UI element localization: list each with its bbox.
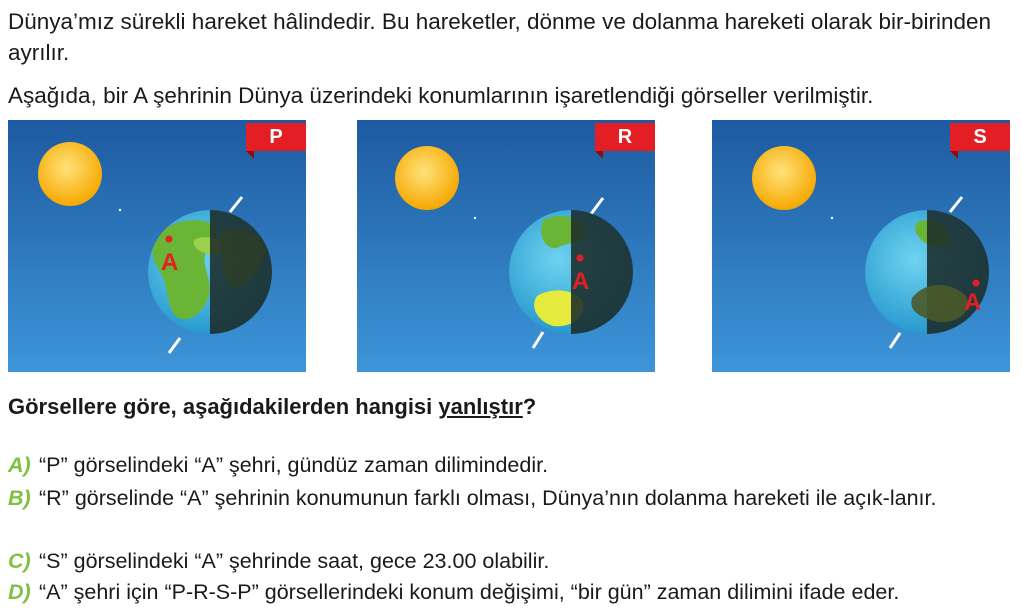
question-before: Görsellere göre, aşağıdakilerden hangisi [8,394,439,419]
earth-illustration-r [357,120,655,372]
option-text: “R” görselinde “A” şehrinin konumunun farklı olması, Dünya’nın dolanma hareketi ile açık-lanır. [39,486,937,510]
option-text: “P” görselindeki “A” şehri, gündüz zaman dilimindedir. [39,453,549,477]
city-label: A [161,249,179,276]
city-marker-icon [166,236,173,243]
option-letter: B) [8,486,31,510]
intro-text-2: Aşağıda, bir A şehrinin Dünya üzerindeki konumlarının işaretlendiği görseller verilmiştir. [8,83,874,108]
city-label: A [964,289,982,316]
option-b[interactable] [8,483,1018,514]
question-after: ? [522,394,537,419]
question-text [8,392,536,422]
earth-illustration-p [8,120,306,372]
question-underlined: yanlıştır [438,394,523,419]
option-text: “S” görselindeki “A” şehrinde saat, gece 23.00 olabilir. [39,549,550,573]
option-letter: C) [8,549,31,573]
sun-icon [752,146,816,210]
earth-illustration-s [712,120,1010,372]
city-marker-icon [577,255,584,262]
city-marker-icon [973,280,980,287]
panel-tag-s: S [950,123,1010,151]
panel-tag-r: R [595,123,655,151]
option-text: “A” şehri için “P-R-S-P” görsellerindeki konum değişimi, “bir gün” zaman dilimini ifade eder. [39,580,900,604]
earth-panel-r [357,120,655,372]
option-letter: A) [8,453,31,477]
sun-icon [395,146,459,210]
option-d[interactable] [8,577,1018,608]
option-letter: D) [8,580,31,604]
option-a[interactable] [8,450,1018,481]
intro-text: Dünya’mız sürekli hareket hâlindedir. Bu hareketler, dönme ve dolanma hareketi olarak bir-birinden ayrılır. [8,9,992,65]
sun-icon [38,142,102,206]
option-c[interactable] [8,546,1018,577]
city-label: A [572,268,590,295]
panel-tag-p: P [246,123,306,151]
earth-panel-p [8,120,306,372]
earth-panel-s [712,120,1010,372]
